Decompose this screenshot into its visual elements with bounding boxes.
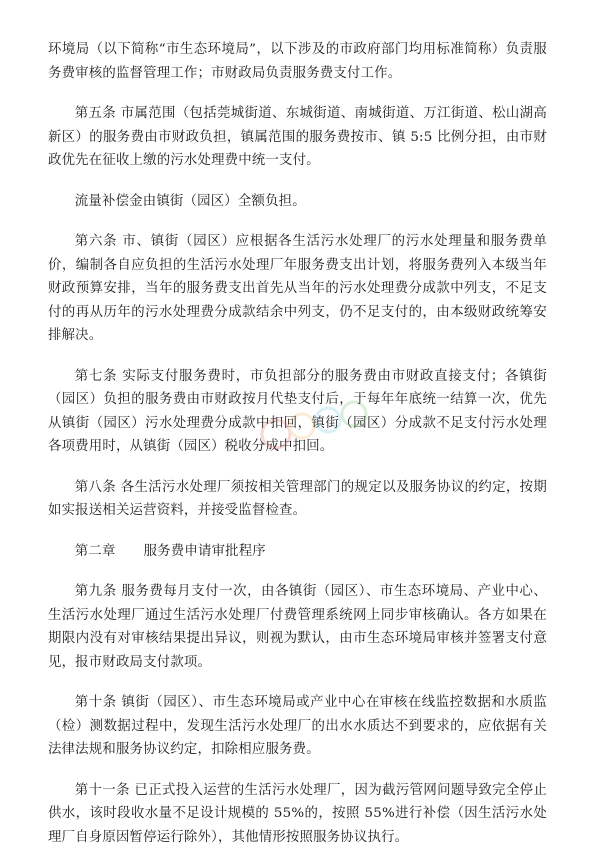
paragraph-article-7: 第七条 实际支付服务费时，市负担部分的服务费由市财政直接支付；各镇街（园区）负担的服务费由市财政按月代垫支付后，于每年年底统一结算一次，优先从镇街（园区）污水处理费分成款中扣回，镇街（园区）分成款不足支付污水处理各项费用时，从镇街（园区）税收分成中扣回。: [48, 365, 547, 459]
paragraph-article-5: 第五条 市属范围（包括莞城街道、东城街道、南城街道、万江街道、松山湖高新区）的服务费由市财政负担，镇属范围的服务费按市、镇 5:5 比例分担，由市财政优先在征收上缴的污水处理费中统一支付。: [48, 102, 547, 173]
paragraph-article-10: 第十条 镇街（园区）、市生态环境局或产业中心在审核在线监控数据和水质监（检）测数据过程中，发现生活污水处理厂的出水水质达不到要求的，应依据有关法律法规和服务协议约定，扣除相应服务费。: [48, 691, 547, 762]
chapter-heading: [48, 540, 547, 564]
paragraph-supervision: 环境局（以下简称“市生态环境局”，以下涉及的市政府部门均用标准简称）负责服务费审核的监督管理工作；市财政局负责服务费支付工作。: [48, 38, 547, 85]
chapter-number: 第二章: [75, 544, 116, 559]
chapter-title: 服务费申请审批程序: [144, 544, 266, 559]
paragraph-article-11: 第十一条 已正式投入运营的生活污水处理厂，因为截污管网问题导致完全停止供水，该时段收水量不足设计规模的 55%的，按照 55%进行补偿（因生活污水处理厂自身原因暂停运行除外），其他情形按照服务协议执行。: [48, 779, 547, 849]
paragraph-flow-compensation: 流量补偿金由镇街（园区）全额负担。: [48, 190, 547, 214]
paragraph-article-6: 第六条 市、镇街（园区）应根据各生活污水处理厂的污水处理量和服务费单价，编制各自应负担的生活污水处理厂年服务费支出计划，将服务费列入本级当年财政预算安排，当年的服务费支出首先从当年的污水处理费分成款中列支，不足支付的再从历年的污水处理费分成款结余中列支，仍不足支付的，由本级财政统筹安排解决。: [48, 230, 547, 348]
paragraph-article-8: 第八条 各生活污水处理厂须按相关管理部门的规定以及服务协议的约定，按期如实报送相关运营资料，并接受监督检查。: [48, 476, 547, 523]
paragraph-article-9: 第九条 服务费每月支付一次，由各镇街（园区）、市生态环境局、产业中心、生活污水处理厂通过生活污水处理厂付费管理系统网上同步审核确认。各方如果在期限内没有对审核结果提出异议，则视为默认，由市生态环境局审核并签署支付意见，报市财政局支付款项。: [48, 580, 547, 674]
